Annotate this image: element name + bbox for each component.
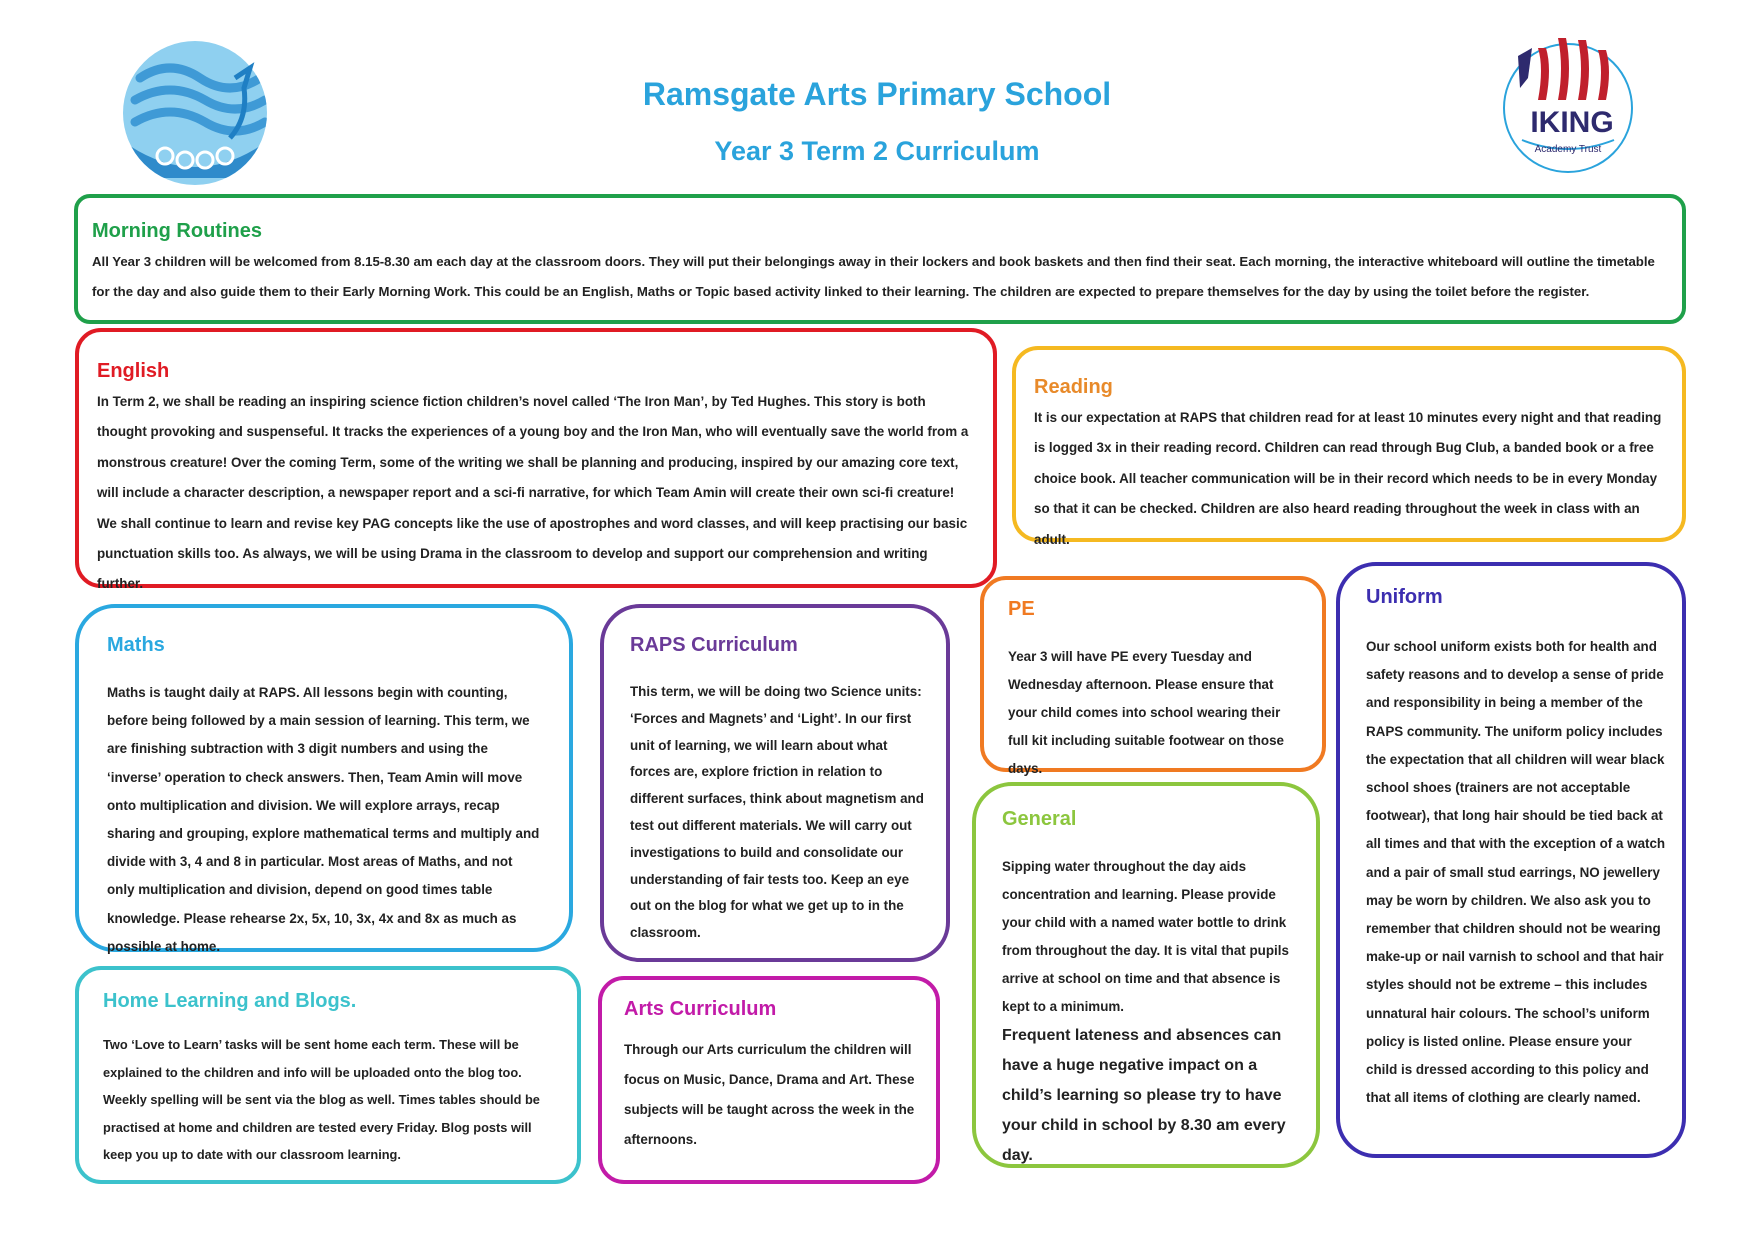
raps-curriculum-body: This term, we will be doing two Science units: ‘Forces and Magnets’ and ‘Light’. In our first unit of learning, we will learn about what forces are, explore friction in relation to different surfaces, think about magnetism and test out different materials. We will carry out investigations to build and consolidate our understanding of fair tests too. Keep an eye out on the blog for what we get up to in the classroom. [630,684,924,941]
morning-routines-title: Morning Routines [92,220,262,242]
general-title: General [1002,808,1077,830]
raps-curriculum-panel [600,604,950,962]
home-learning-body: Two ‘Love to Learn’ tasks will be sent home each term. These will be explained to the children and info will be uploaded onto the blog too. Weekly spelling will be sent via the blog as well. Times tables should be practised at home and children are tested every Friday. Blog posts will keep you up to date with our classroom learning. [103,1037,540,1163]
maths-title: Maths [107,634,165,656]
morning-routines-body: All Year 3 children will be welcomed from 8.15-8.30 am each day at the classroom doors. They will put their belongings away in their lockers and book baskets and then find their seat. Each morning, the interactive whiteboard will outline the timetable for the day and also guide them to their Early Morning Work. This could be an English, Maths or Topic based activity linked to their learning. The children are expected to prepare themselves for the day by using the toilet before the register. [92,254,1655,299]
maths-panel [75,604,573,952]
page-title: Ramsgate Arts Primary School [642,76,1112,112]
arts-curriculum-panel [598,976,940,1184]
english-panel [75,328,997,592]
home-learning-title: Home Learning and Blogs. [103,990,357,1012]
morning-routines-panel [74,194,1686,324]
page-subtitle: Year 3 Term 2 Curriculum [714,136,1040,166]
english-title: English [97,360,170,382]
raps-curriculum-title: RAPS Curriculum [630,634,798,656]
uniform-panel [1336,562,1686,1158]
pe-panel [980,576,1326,776]
pe-title: PE [1008,598,1035,620]
reading-body: It is our expectation at RAPS that children read for at least 10 minutes every night and that reading is logged 3x in their reading record. Children can read through Bug Club, a banded book or a free choice book. All teacher communication will be in their record which needs to be in every Monday so that it can be checked. Children are also heard reading throughout the week in class with an adult. [1034,410,1662,547]
pe-body: Year 3 will have PE every Tuesday and Wednesday afternoon. Please ensure that your child comes into school wearing their full kit including suitable footwear on those days. [1008,649,1285,776]
general-panel [972,782,1320,1168]
reading-title: Reading [1034,376,1113,398]
general-body: Sipping water throughout the day aids concentration and learning. Please provide your child with a named water bottle to drink from throughout the day. It is vital that pupils arrive at school on time and that absence is kept to a minimum. [1002,859,1289,1014]
uniform-body: Our school uniform exists both for health and safety reasons and to develop a sense of pride and responsibility in being a member of the RAPS community. The uniform policy includes the expectation that all children will wear black school shoes (trainers are not acceptable footwear), that long hair should be tied back at all times and that with the exception of a watch and a pair of small stud earrings, NO jewellery may be worn by children. We also ask you to remember that children should not be wearing make-up or nail varnish to school and that hair styles should not be extreme – this includes unnatural hair colours. The school’s uniform policy is listed online. Please ensure your child is dressed according to this policy and that all items of clothing are clearly named. [1366,639,1666,1106]
maths-body: Maths is taught daily at RAPS. All lessons begin with counting, before being followed by a main session of learning. This term, we are finishing subtraction with 3 digit numbers and using the ‘inverse’ operation to check answers. Then, Team Amin will move onto multiplication and division. We will explore arrays, recap sharing and grouping, explore mathematical terms and multiply and divide with 3, 4 and 8 in particular. Most areas of Maths, and not only multiplication and division, depend on good times table knowledge. Please rehearse 2x, 5x, 10, 3x, 4x and 8x as much as possible at home. [107,685,540,954]
arts-curriculum-title: Arts Curriculum [624,998,777,1020]
trust-logo-text: IKING [1530,106,1614,139]
reading-panel [1012,346,1686,547]
uniform-title: Uniform [1366,586,1443,608]
arts-curriculum-body: Through our Arts curriculum the children will focus on Music, Dance, Drama and Art. These subjects will be taught across the week in the afternoons. [624,1042,915,1147]
trust-logo-subtext: Academy Trust [1534,144,1602,155]
english-body: In Term 2, we shall be reading an inspiring science fiction children’s novel called ‘The Iron Man’, by Ted Hughes. This story is both thought provoking and suspenseful. It tracks the experiences of a young boy and the Iron Man, who will eventually save the world from a monstrous creature! Over the coming Term, some of the writing we shall be planning and producing, inspired by our amazing core text, will include a character description, a newspaper report and a sci-fi narrative, for which Team Amin will create their own sci-fi creature! We shall continue to learn and revise key PAG concepts like the use of apostrophes and word classes, and will keep practising our basic punctuation skills too. As always, we will be using Drama in the classroom to develop and support our comprehension and writing further. [97,394,969,592]
home-learning-panel [75,966,581,1184]
general-emphasis: Frequent lateness and absences can have a huge negative impact on a child’s learning so please try to have your child in school by 8.30 am every day. [1002,1027,1286,1164]
